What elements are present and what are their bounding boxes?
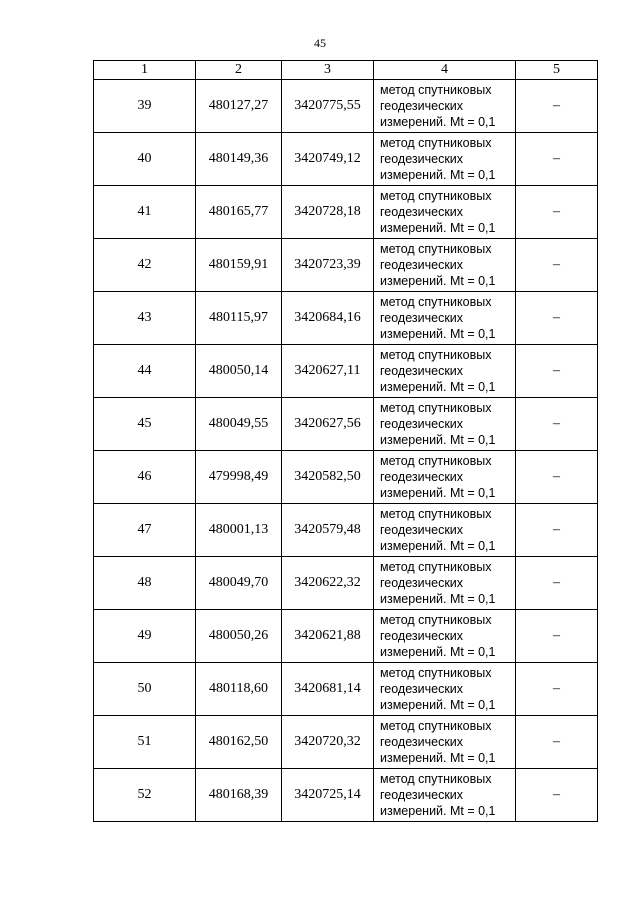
method-line: геодезических <box>380 99 464 113</box>
coordinate-y: 3420775,55 <box>282 80 374 133</box>
method-cell <box>374 451 516 504</box>
method-line: метод спутниковых <box>380 719 492 733</box>
table-header <box>94 61 598 80</box>
table-body <box>94 80 598 822</box>
point-number: 41 <box>94 186 196 239</box>
coordinate-y: 3420622,32 <box>282 557 374 610</box>
coordinate-y: 3420579,48 <box>282 504 374 557</box>
method-line: измерений. Mt = 0,1 <box>380 115 496 129</box>
method-line: метод спутниковых <box>380 507 492 521</box>
point-number: 50 <box>94 663 196 716</box>
note-cell: – <box>516 451 598 504</box>
method-line: геодезических <box>380 152 464 166</box>
point-number: 48 <box>94 557 196 610</box>
point-number: 43 <box>94 292 196 345</box>
coordinate-y: 3420627,11 <box>282 345 374 398</box>
method-line: измерений. Mt = 0,1 <box>380 433 496 447</box>
header-col-1: 1 <box>94 61 196 80</box>
point-number: 46 <box>94 451 196 504</box>
table-row <box>94 716 598 769</box>
note-cell: – <box>516 186 598 239</box>
method-line: метод спутниковых <box>380 401 492 415</box>
header-col-3: 3 <box>282 61 374 80</box>
header-row <box>94 61 598 80</box>
method-line: метод спутниковых <box>380 560 492 574</box>
coordinate-x: 480159,91 <box>196 239 282 292</box>
point-number: 51 <box>94 716 196 769</box>
coordinate-x: 480049,55 <box>196 398 282 451</box>
table-row <box>94 504 598 557</box>
note-cell: – <box>516 292 598 345</box>
method-line: измерений. Mt = 0,1 <box>380 274 496 288</box>
method-cell <box>374 769 516 822</box>
method-line: измерений. Mt = 0,1 <box>380 751 496 765</box>
note-cell: – <box>516 504 598 557</box>
method-line: геодезических <box>380 735 464 749</box>
method-line: геодезических <box>380 629 464 643</box>
method-line: измерений. Mt = 0,1 <box>380 221 496 235</box>
method-line: измерений. Mt = 0,1 <box>380 380 496 394</box>
coordinate-x: 480115,97 <box>196 292 282 345</box>
coordinate-y: 3420749,12 <box>282 133 374 186</box>
method-line: измерений. Mt = 0,1 <box>380 168 496 182</box>
method-cell <box>374 345 516 398</box>
coordinate-x: 479998,49 <box>196 451 282 504</box>
coordinate-x: 480127,27 <box>196 80 282 133</box>
method-cell <box>374 716 516 769</box>
method-line: измерений. Mt = 0,1 <box>380 698 496 712</box>
coordinate-y: 3420723,39 <box>282 239 374 292</box>
table-row <box>94 186 598 239</box>
method-line: измерений. Mt = 0,1 <box>380 645 496 659</box>
method-line: метод спутниковых <box>380 83 492 97</box>
method-cell <box>374 133 516 186</box>
note-cell: – <box>516 398 598 451</box>
coordinate-x: 480168,39 <box>196 769 282 822</box>
table-row <box>94 80 598 133</box>
point-number: 49 <box>94 610 196 663</box>
method-cell <box>374 239 516 292</box>
point-number: 47 <box>94 504 196 557</box>
point-number: 45 <box>94 398 196 451</box>
method-line: геодезических <box>380 258 464 272</box>
table-row <box>94 133 598 186</box>
coordinate-x: 480118,60 <box>196 663 282 716</box>
method-line: геодезических <box>380 205 464 219</box>
coordinates-table <box>93 60 598 822</box>
method-line: метод спутниковых <box>380 189 492 203</box>
coordinate-y: 3420684,16 <box>282 292 374 345</box>
coordinate-y: 3420728,18 <box>282 186 374 239</box>
note-cell: – <box>516 345 598 398</box>
method-cell <box>374 186 516 239</box>
point-number: 42 <box>94 239 196 292</box>
coordinate-y: 3420627,56 <box>282 398 374 451</box>
method-line: измерений. Mt = 0,1 <box>380 486 496 500</box>
method-line: метод спутниковых <box>380 295 492 309</box>
method-cell <box>374 663 516 716</box>
table-row <box>94 610 598 663</box>
method-line: геодезических <box>380 311 464 325</box>
point-number: 44 <box>94 345 196 398</box>
coordinate-y: 3420681,14 <box>282 663 374 716</box>
method-line: измерений. Mt = 0,1 <box>380 804 496 818</box>
point-number: 40 <box>94 133 196 186</box>
coordinate-x: 480050,26 <box>196 610 282 663</box>
coordinate-x: 480149,36 <box>196 133 282 186</box>
method-line: метод спутниковых <box>380 348 492 362</box>
coordinate-x: 480049,70 <box>196 557 282 610</box>
table-row <box>94 398 598 451</box>
table-row <box>94 557 598 610</box>
header-col-2: 2 <box>196 61 282 80</box>
method-line: метод спутниковых <box>380 666 492 680</box>
point-number: 39 <box>94 80 196 133</box>
table-row <box>94 769 598 822</box>
method-line: измерений. Mt = 0,1 <box>380 539 496 553</box>
coordinate-x: 480050,14 <box>196 345 282 398</box>
coordinate-y: 3420621,88 <box>282 610 374 663</box>
table-row <box>94 345 598 398</box>
table-row <box>94 292 598 345</box>
point-number: 52 <box>94 769 196 822</box>
method-line: геодезических <box>380 576 464 590</box>
note-cell: – <box>516 239 598 292</box>
method-line: геодезических <box>380 364 464 378</box>
method-cell <box>374 504 516 557</box>
method-line: метод спутниковых <box>380 613 492 627</box>
table-row <box>94 451 598 504</box>
coordinate-y: 3420582,50 <box>282 451 374 504</box>
table-row <box>94 663 598 716</box>
table-row <box>94 239 598 292</box>
page-number: 45 <box>314 36 326 50</box>
method-cell <box>374 398 516 451</box>
note-cell: – <box>516 557 598 610</box>
header-col-5: 5 <box>516 61 598 80</box>
note-cell: – <box>516 663 598 716</box>
method-line: метод спутниковых <box>380 136 492 150</box>
note-cell: – <box>516 769 598 822</box>
coordinate-y: 3420720,32 <box>282 716 374 769</box>
coordinate-x: 480165,77 <box>196 186 282 239</box>
header-col-4: 4 <box>374 61 516 80</box>
method-line: геодезических <box>380 523 464 537</box>
method-line: метод спутниковых <box>380 454 492 468</box>
coordinate-x: 480001,13 <box>196 504 282 557</box>
method-line: геодезических <box>380 788 464 802</box>
note-cell: – <box>516 716 598 769</box>
note-cell: – <box>516 610 598 663</box>
method-cell <box>374 80 516 133</box>
method-cell <box>374 610 516 663</box>
method-line: измерений. Mt = 0,1 <box>380 327 496 341</box>
note-cell: – <box>516 133 598 186</box>
method-line: измерений. Mt = 0,1 <box>380 592 496 606</box>
coordinate-y: 3420725,14 <box>282 769 374 822</box>
method-cell <box>374 292 516 345</box>
coordinate-x: 480162,50 <box>196 716 282 769</box>
note-cell: – <box>516 80 598 133</box>
method-line: метод спутниковых <box>380 242 492 256</box>
method-line: метод спутниковых <box>380 772 492 786</box>
method-line: геодезических <box>380 417 464 431</box>
method-line: геодезических <box>380 470 464 484</box>
method-cell <box>374 557 516 610</box>
method-line: геодезических <box>380 682 464 696</box>
